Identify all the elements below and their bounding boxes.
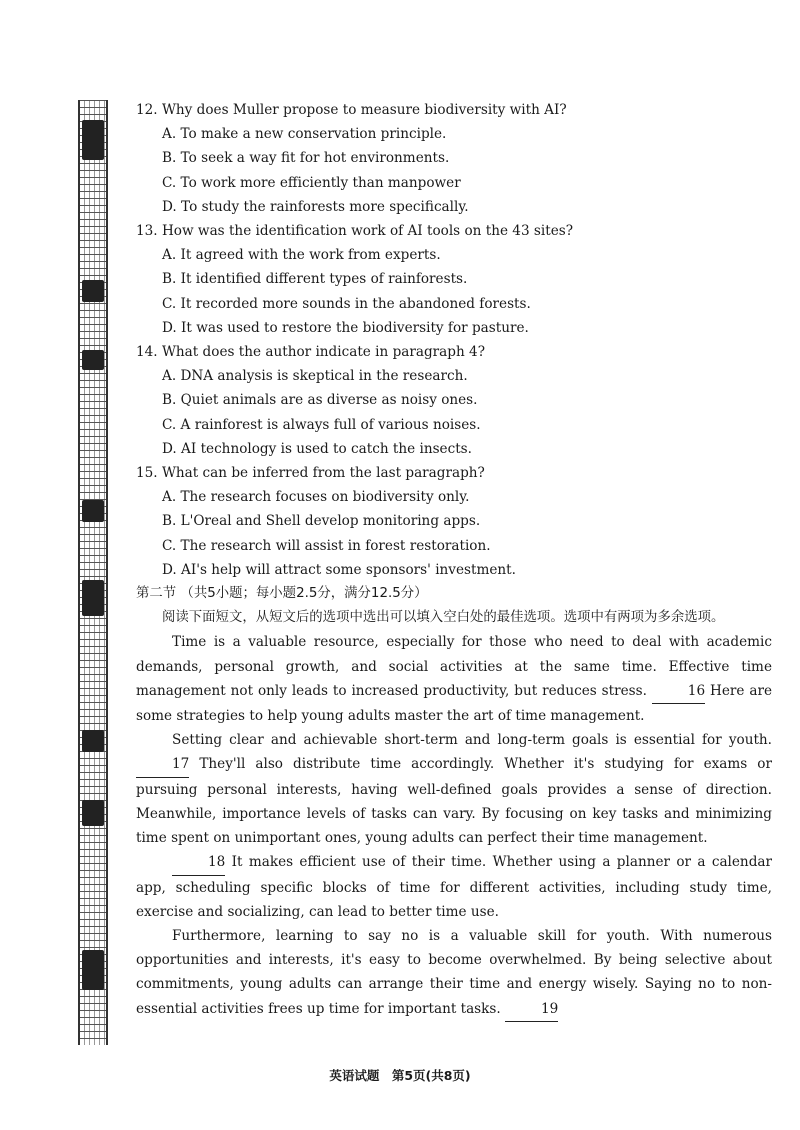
option-a: A. To make a new conservation principle. xyxy=(162,126,447,143)
passage-paragraph xyxy=(136,850,772,924)
binding-margin-strip xyxy=(78,100,108,1045)
option-d: D. AI's help will attract some sponsors' investment. xyxy=(162,561,516,578)
option-c: C. The research will assist in forest restoration. xyxy=(162,537,491,554)
option-b: B. It identified different types of rainforests. xyxy=(162,271,468,288)
paragraph-text: Here are some strategies to help young adults master the art of time management. xyxy=(136,682,773,725)
margin-mark xyxy=(82,580,104,616)
option-a: A. The research focuses on biodiversity only. xyxy=(162,489,470,506)
option-c: C. To work more efficiently than manpower xyxy=(162,174,461,191)
question-14 xyxy=(136,340,772,461)
page-footer: 英语试题 第5页(共8页) xyxy=(329,1068,471,1083)
answer-blank-16: 16 xyxy=(652,679,705,704)
option-c: C. It recorded more sounds in the abandoned forests. xyxy=(162,295,531,312)
question-stem: 13. How was the identification work of AI tools on the 43 sites? xyxy=(136,223,574,240)
margin-mark xyxy=(82,280,104,302)
paragraph-text: Setting clear and achievable short-term and long-term goals is essential for youth. xyxy=(172,732,772,749)
option-b: B. Quiet animals are as diverse as noisy ones. xyxy=(162,392,478,409)
option-d: D. It was used to restore the biodiversity for pasture. xyxy=(162,319,529,336)
option-c: C. A rainforest is always full of various noises. xyxy=(162,416,481,433)
passage-paragraph xyxy=(136,924,772,1022)
option-d: D. AI technology is used to catch the insects. xyxy=(162,440,472,457)
section-title: 第二节 （共5小题；每小题2.5分，满分12.5分） xyxy=(136,586,428,602)
question-12 xyxy=(136,98,772,219)
option-b: B. L'Oreal and Shell develop monitoring apps. xyxy=(162,513,481,530)
margin-mark xyxy=(82,350,104,370)
margin-mark xyxy=(82,730,104,752)
option-b: B. To seek a way fit for hot environments. xyxy=(162,150,450,167)
paragraph-text: It makes efficient use of their time. Whether using a planner or a calendar app, scheduling specific blocks of time for different activities, including study time, exercise and socializing, can lead to better time use. xyxy=(136,854,772,920)
margin-mark xyxy=(82,800,104,826)
paragraph-text: They'll also distribute time accordingly. Whether it's studying for exams or pursuing personal interests, having well-defined goals provides a sense of direction. Meanwhile, importance levels of tasks can vary. By focusing on key tasks and minimizing time spent on unimportant ones, young adults can perfect their time management. xyxy=(136,756,772,847)
question-stem: 12. Why does Muller propose to measure biodiversity with AI? xyxy=(136,102,567,118)
paragraph-text: Time is a valuable resource, especially for those who need to deal with academic demands, personal growth, and social activities at the same time. Effective time management not only leads to increased productivity, but reduces stress. xyxy=(136,634,772,699)
exam-content xyxy=(136,98,772,1022)
option-a: A. DNA analysis is skeptical in the research. xyxy=(162,368,468,385)
option-a: A. It agreed with the work from experts. xyxy=(162,247,441,264)
margin-mark xyxy=(82,950,104,990)
question-15 xyxy=(136,461,772,582)
option-d: D. To study the rainforests more specifically. xyxy=(162,198,469,215)
question-stem: 14. What does the author indicate in paragraph 4? xyxy=(136,344,485,361)
question-13 xyxy=(136,219,772,340)
answer-blank-19: 19 xyxy=(505,997,558,1022)
margin-mark xyxy=(82,500,104,522)
passage-paragraph xyxy=(136,630,772,728)
margin-mark xyxy=(82,120,104,160)
passage-paragraph xyxy=(136,728,772,850)
question-stem: 15. What can be inferred from the last paragraph? xyxy=(136,465,485,482)
answer-blank-17: 17 xyxy=(136,752,189,777)
answer-blank-18: 18 xyxy=(172,850,225,875)
section-instructions: 阅读下面短文，从短文后的选项中选出可以填入空白处的最佳选项。选项中有两项为多余选项。 xyxy=(162,610,725,626)
paragraph-text: Furthermore, learning to say no is a valuable skill for youth. With numerous opportunities and interests, it's easy to become overwhelmed. By being selective about commitments, young adults can arrange their time and energy wisely. Saying no to non-essential activities frees up time for important tasks. xyxy=(136,927,772,1017)
